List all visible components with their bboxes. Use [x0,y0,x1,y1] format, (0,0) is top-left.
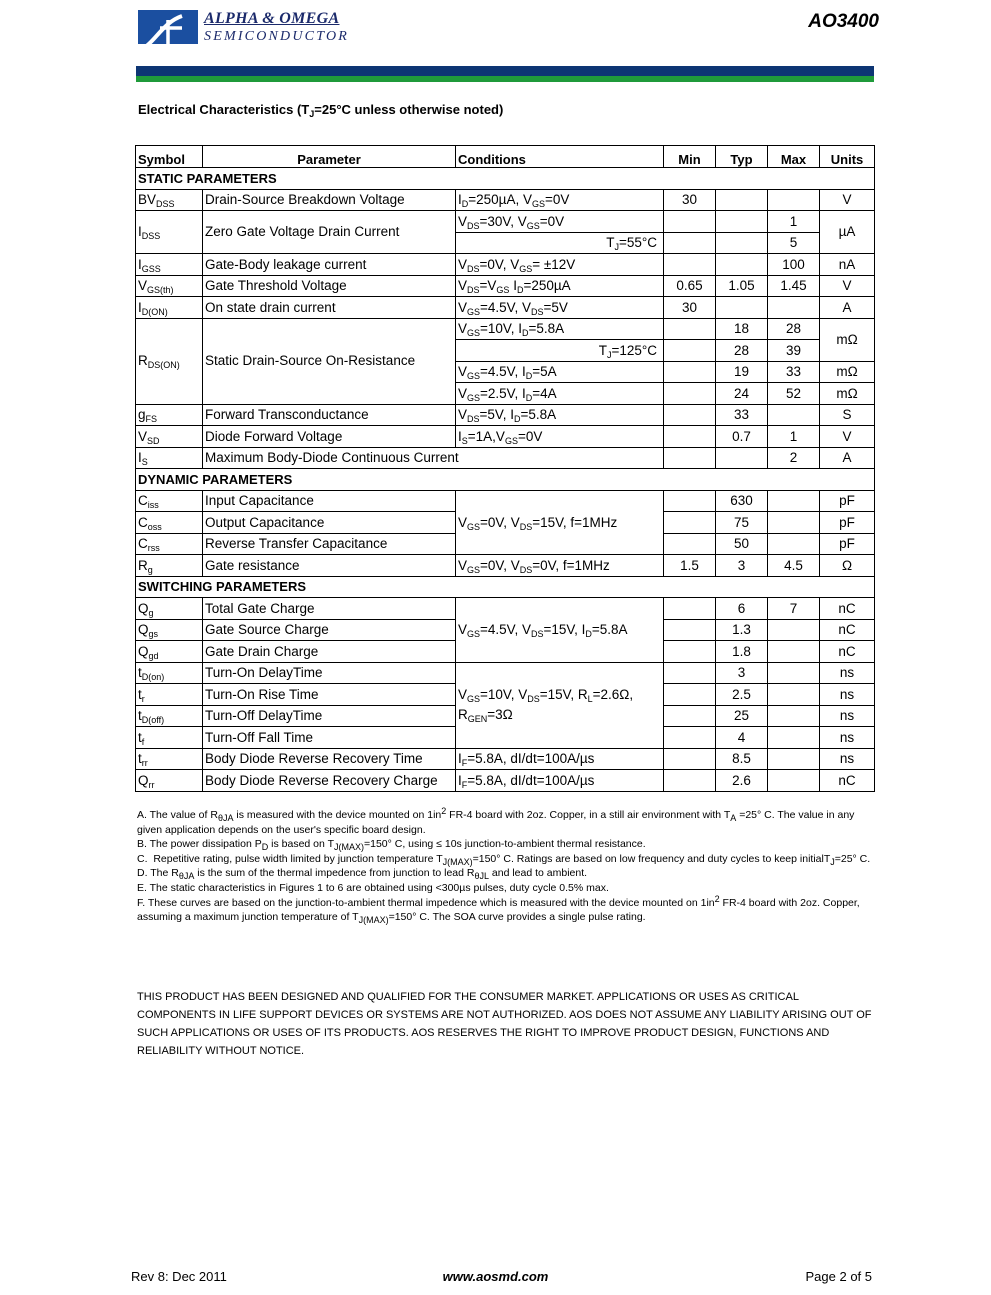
min-cell: 30 [664,297,716,319]
max-cell [768,748,820,770]
units-cell: ns [820,705,875,727]
aos-logo-icon [138,10,198,50]
max-cell [768,189,820,211]
parameter-cell: Body Diode Reverse Recovery Charge [203,770,456,792]
max-cell: 33 [768,361,820,383]
typ-cell: 28 [716,340,768,362]
footnote-e: E. The static characteristics in Figures 1 to 6 are obtained using <300µs pulses, duty cycle 0.5% max. [137,881,609,894]
typ-cell: 1.3 [716,619,768,641]
symbol-cell: $Q_{gs}$ [136,619,203,641]
min-cell [664,727,716,749]
symbol-cell: $I_{D(ON)}$ [136,297,203,319]
min-cell [664,512,716,534]
units-cell: nC [820,641,875,663]
table-header-row [136,146,875,168]
typ-cell: 3 [716,662,768,684]
units-cell: nA [820,254,875,276]
min-cell [664,211,716,233]
parameter-cell: Gate Source Charge [203,619,456,641]
company-logo [138,10,378,54]
max-cell: 28 [768,318,820,340]
max-cell [768,619,820,641]
max-cell [768,641,820,663]
parameter-cell: Total Gate Charge [203,598,456,620]
min-cell [664,705,716,727]
symbol-cell: $g_{FS}$ [136,404,203,426]
parameter-cell: Turn-Off Fall Time [203,727,456,749]
conditions-cell: $V_{GS}=2.5V$, $I_D=4A$ [456,383,664,405]
max-cell [768,684,820,706]
parameter-cell: Gate-Body leakage current [203,254,456,276]
typ-cell: 1.8 [716,641,768,663]
units-cell: A [820,447,875,469]
parameter-cell: Maximum Body-Diode Continuous Current [203,447,664,469]
conditions-cell: $V_{GS}=4.5V$, $V_{DS}=15V$, $I_D=5.8A$ [456,598,664,663]
units-cell: pF [820,490,875,512]
conditions-cell: $V_{DS}=30V$, $V_{GS}=0V$ [456,211,664,233]
part-number: AO3400 [808,11,879,32]
symbol-cell: $I_{DSS}$ [136,211,203,254]
table-row [136,426,875,448]
typ-cell: 18 [716,318,768,340]
footnote-f: F. These curves are based on the junction-to-ambient thermal impedence which is measured with the device mounted on $1in^2$ FR-4 board with 2oz. Copper, assuming a maximum junction temperature of $T_{J(MAX)}=150^\circ$ C. The SOA curve provides a single pulse rating. [137,893,860,926]
typ-cell: 24 [716,383,768,405]
table-row [136,318,875,340]
units-cell: V [820,189,875,211]
parameter-cell: Gate resistance [203,555,456,577]
units-cell: V [820,426,875,448]
min-cell [664,684,716,706]
max-cell: 7 [768,598,820,620]
table-row [136,598,875,620]
conditions-cell: $V_{GS}=4.5V$, $I_D=5A$ [456,361,664,383]
symbol-cell: $C_{iss}$ [136,490,203,512]
footnote-a: A. The value of $R_{\theta JA}$ is measured with the device mounted on $1in^2$ FR-4 board with 2oz. Copper, in a still air environment with $T_A =25^\circ$ C. The value in any given application depends on the user's specific board design. [137,806,855,836]
table-row [136,254,875,276]
conditions-cell: $V_{GS}=10V$, $I_D=5.8A$ [456,318,664,340]
max-cell [768,662,820,684]
table-row [136,555,875,577]
conditions-cell: $V_{GS}=4.5V$, $V_{DS}=5V$ [456,297,664,319]
typ-cell: 4 [716,727,768,749]
min-cell [664,662,716,684]
units-cell: mΩ [820,383,875,405]
disclaimer: THIS PRODUCT HAS BEEN DESIGNED AND QUALIFIED FOR THE CONSUMER MARKET. APPLICATIONS OR USES AS CRITICAL COMPONENTS IN LIFE SUPPORT DEVICES OR SYSTEMS ARE NOT AUTHORIZED. AOS DOES NOT ASSUME ANY LIABILITY ARISING OUT OF SUCH APPLICATIONS OR USES OF ITS PRODUCTS. AOS RESERVES THE RIGHT TO IMPROVE PRODUCT DESIGN, FUNCTIONS AND RELIABILITY WITHOUT NOTICE. [137,991,872,1057]
max-cell [768,727,820,749]
min-cell: 0.65 [664,275,716,297]
min-cell [664,232,716,254]
table-row [136,211,875,233]
symbol-cell: $I_{GSS}$ [136,254,203,276]
typ-cell: 3 [716,555,768,577]
typ-cell: 0.7 [716,426,768,448]
units-cell: pF [820,533,875,555]
conditions-cell: $I_F=5.8A$, dI/dt=100A/µs [456,770,664,792]
units-cell: S [820,404,875,426]
max-cell: 5 [768,232,820,254]
units-cell: pF [820,512,875,534]
table-row [136,275,875,297]
page-number: Page 2 of 5 [805,1269,872,1284]
min-cell [664,340,716,362]
header-typ: Typ [716,146,768,168]
symbol-cell: $t_{D(off)}$ [136,705,203,727]
parameter-cell: Input Capacitance [203,490,456,512]
parameter-cell: Diode Forward Voltage [203,426,456,448]
max-cell [768,705,820,727]
conditions-cell: $V_{GS}=0V$, $V_{DS}=0V$, f=1MHz [456,555,664,577]
header-min: Min [664,146,716,168]
section-label: DYNAMIC PARAMETERS [136,469,875,491]
min-cell [664,598,716,620]
header-symbol: Symbol [136,146,203,168]
max-cell [768,512,820,534]
typ-cell: 19 [716,361,768,383]
conditions-cell: $V_{GS}=10V$, $V_{DS}=15V$, $R_L=2.6\Omega$, $R_{GEN}=3\Omega$ [456,662,664,748]
min-cell [664,490,716,512]
typ-cell [716,211,768,233]
min-cell [664,383,716,405]
parameter-cell: Reverse Transfer Capacitance [203,533,456,555]
conditions-cell: $I_S=1A,V_{GS}=0V$ [456,426,664,448]
footnotes [137,808,877,925]
header-units: Units [820,146,875,168]
min-cell [664,361,716,383]
symbol-cell: $Q_{rr}$ [136,770,203,792]
header-band-blue [136,66,874,76]
typ-cell: 6 [716,598,768,620]
typ-cell: 2.5 [716,684,768,706]
parameter-cell: Output Capacitance [203,512,456,534]
units-cell: Ω [820,555,875,577]
footnote-b: B. The power dissipation $P_D$ is based on $T_{J(MAX)}=150^\circ$ C, using ≤ 10s junction-to-ambient thermal resistance. [137,838,646,853]
parameter-cell: Turn-On Rise Time [203,684,456,706]
section-title: Electrical Characteristics ($T_J=25^\circ C$ unless otherwise noted) [138,102,504,119]
parameter-cell: On state drain current [203,297,456,319]
typ-cell [716,232,768,254]
table-row [136,490,875,512]
parameter-cell: Turn-Off DelayTime [203,705,456,727]
parameter-cell: Turn-On DelayTime [203,662,456,684]
company-name: ALPHA & OMEGA [204,10,340,27]
typ-cell: 1.05 [716,275,768,297]
max-cell: 1.45 [768,275,820,297]
conditions-cell: $T_J=55^\circ C$ [456,232,664,254]
min-cell [664,447,716,469]
parameter-cell: Static Drain-Source On-Resistance [203,318,456,404]
table-row [136,404,875,426]
conditions-cell: $V_{GS}=0V$, $V_{DS}=15V$, f=1MHz [456,490,664,555]
typ-cell: 75 [716,512,768,534]
table-row [136,297,875,319]
footnote-d: D. The $R_{\theta JA}$ is the sum of the thermal impedence from junction to lead $R_{\theta JL}$ and lead to ambient. [137,867,588,882]
parameter-cell: Gate Threshold Voltage [203,275,456,297]
parameter-cell: Drain-Source Breakdown Voltage [203,189,456,211]
symbol-cell: $R_g$ [136,555,203,577]
units-cell: ns [820,662,875,684]
electrical-characteristics-table [135,145,875,792]
typ-cell [716,254,768,276]
symbol-cell: $I_S$ [136,447,203,469]
max-cell [768,404,820,426]
company-subtitle: SEMICONDUCTOR [204,29,350,44]
symbol-cell: $C_{oss}$ [136,512,203,534]
symbol-cell: $BV_{DSS}$ [136,189,203,211]
max-cell: 4.5 [768,555,820,577]
units-cell: nC [820,598,875,620]
symbol-cell: $R_{DS(ON)}$ [136,318,203,404]
parameter-cell: Zero Gate Voltage Drain Current [203,211,456,254]
symbol-cell: $t_{rr}$ [136,748,203,770]
section-row-static [136,168,875,190]
conditions-cell: $I_D=250\mu A$, $V_{GS}=0V$ [456,189,664,211]
website-link[interactable]: www.aosmd.com [442,1269,549,1284]
section-row-dynamic [136,469,875,491]
units-cell: mΩ [820,318,875,361]
conditions-cell: $V_{DS}=5V$, $I_D=5.8A$ [456,404,664,426]
min-cell: 30 [664,189,716,211]
table-row [136,447,875,469]
min-cell [664,318,716,340]
symbol-cell: $t_{D(on)}$ [136,662,203,684]
header-band-green [136,76,874,82]
units-cell: nC [820,770,875,792]
min-cell [664,770,716,792]
symbol-cell: $C_{rss}$ [136,533,203,555]
units-cell: A [820,297,875,319]
units-cell: ns [820,748,875,770]
max-cell: 39 [768,340,820,362]
header-max: Max [768,146,820,168]
typ-cell [716,189,768,211]
table-row [136,662,875,684]
min-cell [664,404,716,426]
table-row [136,770,875,792]
symbol-cell: $t_f$ [136,727,203,749]
units-cell: mΩ [820,361,875,383]
section-label: SWITCHING PARAMETERS [136,576,875,598]
max-cell: 100 [768,254,820,276]
header-conditions: Conditions [456,146,664,168]
min-cell [664,533,716,555]
section-row-switching [136,576,875,598]
min-cell [664,641,716,663]
symbol-cell: $t_r$ [136,684,203,706]
units-cell: ns [820,684,875,706]
symbol-cell: $Q_g$ [136,598,203,620]
symbol-cell: $V_{GS(th)}$ [136,275,203,297]
typ-cell: 8.5 [716,748,768,770]
max-cell: 1 [768,211,820,233]
conditions-cell: $V_{DS}=0V$, $V_{GS}= \pm 12V$ [456,254,664,276]
header-parameter: Parameter [203,146,456,168]
symbol-cell: $Q_{gd}$ [136,641,203,663]
typ-cell: 33 [716,404,768,426]
units-cell: µA [820,211,875,254]
section-label: STATIC PARAMETERS [136,168,875,190]
min-cell [664,619,716,641]
typ-cell: 50 [716,533,768,555]
typ-cell: 2.6 [716,770,768,792]
max-cell [768,533,820,555]
footnote-c: C. Repetitive rating, pulse width limited by junction temperature $T_{J(MAX)}=150^\circ$ C. Ratings are based on low frequency and duty cycles to keep initialT$_J$=25° C. [137,852,871,867]
table-row [136,189,875,211]
max-cell: 52 [768,383,820,405]
conditions-cell: $I_F=5.8A$, dI/dt=100A/µs [456,748,664,770]
min-cell [664,426,716,448]
min-cell [664,748,716,770]
min-cell [664,254,716,276]
typ-cell: 25 [716,705,768,727]
units-cell: V [820,275,875,297]
revision-label: Rev 8: Dec 2011 [131,1269,227,1284]
symbol-cell: $V_{SD}$ [136,426,203,448]
min-cell: 1.5 [664,555,716,577]
conditions-cell: $T_J=125^\circ C$ [456,340,664,362]
max-cell: 2 [768,447,820,469]
table-row [136,748,875,770]
parameter-cell: Gate Drain Charge [203,641,456,663]
conditions-cell: $V_{DS}=V_{GS}$ $I_D=250\mu A$ [456,275,664,297]
max-cell: 1 [768,426,820,448]
parameter-cell: Body Diode Reverse Recovery Time [203,748,456,770]
max-cell [768,770,820,792]
units-cell: nC [820,619,875,641]
max-cell [768,490,820,512]
max-cell [768,297,820,319]
typ-cell [716,297,768,319]
parameter-cell: Forward Transconductance [203,404,456,426]
units-cell: ns [820,727,875,749]
typ-cell: 630 [716,490,768,512]
typ-cell [716,447,768,469]
